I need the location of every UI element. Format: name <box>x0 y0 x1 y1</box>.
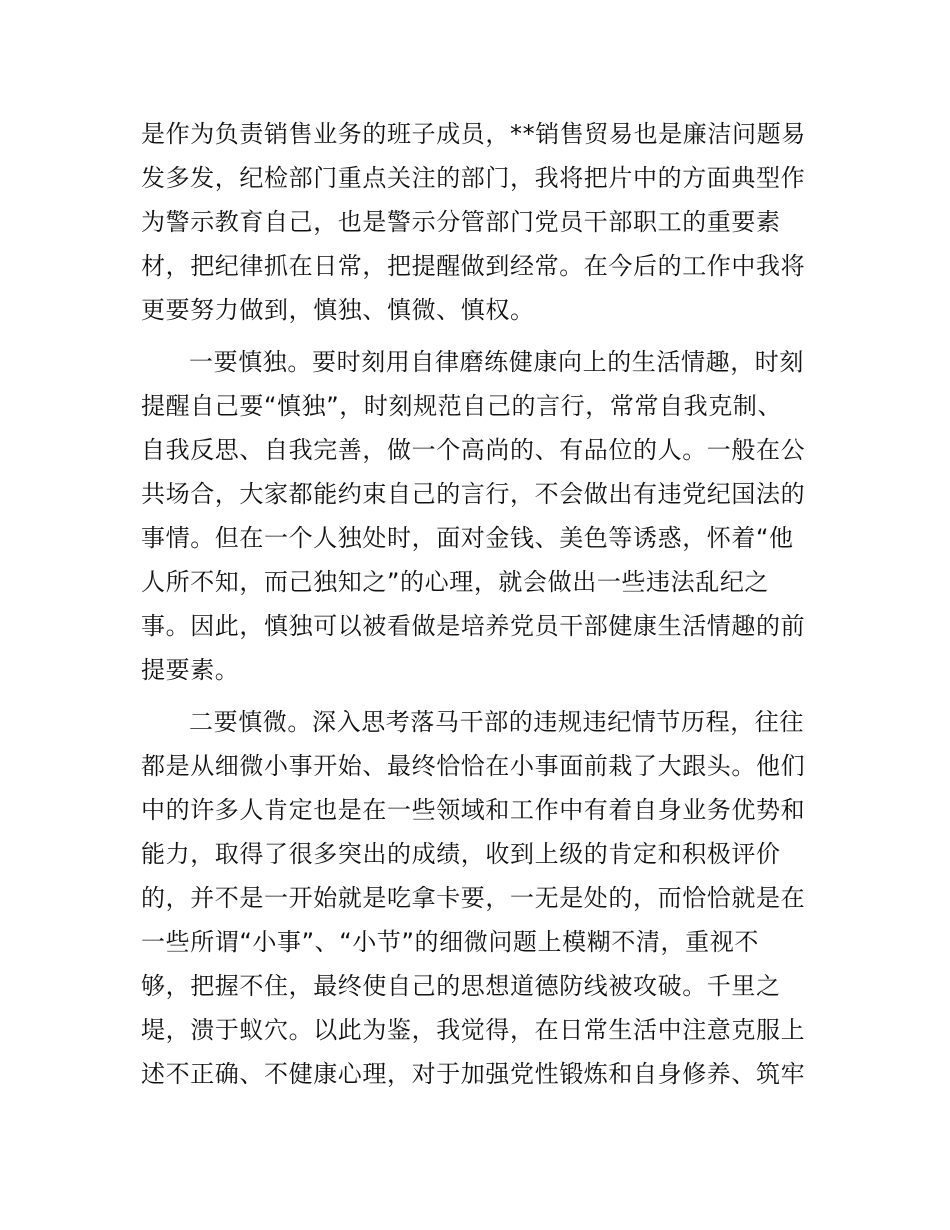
text-line: 的，并不是一开始就是吃拿卡要，一无是处的，而恰恰就是在 <box>141 884 806 912</box>
text-line: 提醒自己要“慎独”，时刻规范自己的言行，常常自我克制、 <box>141 392 783 420</box>
text-line: 自我反思、自我完善，做一个高尚的、有品位的人。一般在公 <box>141 436 806 464</box>
text-line: 更要努力做到，慎独、慎微、慎权。 <box>141 296 535 324</box>
paragraph-gap <box>141 692 813 700</box>
text-line: 述不正确、不健康心理，对于加强党性锻炼和自身修养、筑牢 <box>141 1060 806 1088</box>
text-line: 堤，溃于蚁穴。以此为鉴，我觉得，在日常生活中注意克服上 <box>141 1016 806 1044</box>
text-line: 中的许多人肯定也是在一些领域和工作中有着自身业务优势和 <box>141 796 806 824</box>
text-line: 够，把握不住，最终使自己的思想道德防线被攻破。千里之 <box>141 972 781 1000</box>
text-line: 事情。但在一个人独处时，面对金钱、美色等诱惑，怀着“他 <box>141 524 794 552</box>
text-line: 能力，取得了很多突出的成绩，收到上级的肯定和积极评价 <box>141 840 781 868</box>
text-line: 一要慎独。要时刻用自律磨练健康向上的生活情趣，时刻 <box>189 348 804 376</box>
text-line: 事。因此，慎独可以被看做是培养党员干部健康生活情趣的前 <box>141 612 806 640</box>
text-line: 发多发，纪检部门重点关注的部门，我将把片中的方面典型作 <box>141 164 806 192</box>
text-line: 二要慎微。深入思考落马干部的违规违纪情节历程，往往 <box>189 708 804 736</box>
document-body <box>141 112 813 1096</box>
text-line: 都是从细微小事开始、最终恰恰在小事面前栽了大跟头。他们 <box>141 752 806 780</box>
text-line: 人所不知，而己独知之”的心理，就会做出一些违法乱纪之 <box>141 568 770 596</box>
paragraph-shendu <box>141 340 813 692</box>
text-line: 材，把纪律抓在日常，把提醒做到经常。在今后的工作中我将 <box>141 252 806 280</box>
text-line: 共场合，大家都能约束自己的言行，不会做出有违党纪国法的 <box>141 480 806 508</box>
text-line: 一些所谓“小事”、“小节”的细微问题上模糊不清，重视不 <box>141 928 759 956</box>
paragraph-gap <box>141 332 813 340</box>
text-line: 是作为负责销售业务的班子成员，**销售贸易也是廉洁问题易 <box>141 120 806 148</box>
text-line: 提要素。 <box>141 656 240 684</box>
text-line: 为警示教育自己，也是警示分管部门党员干部职工的重要素 <box>141 208 781 236</box>
paragraph-shenwei <box>141 700 813 1096</box>
paragraph-intro <box>141 112 813 332</box>
